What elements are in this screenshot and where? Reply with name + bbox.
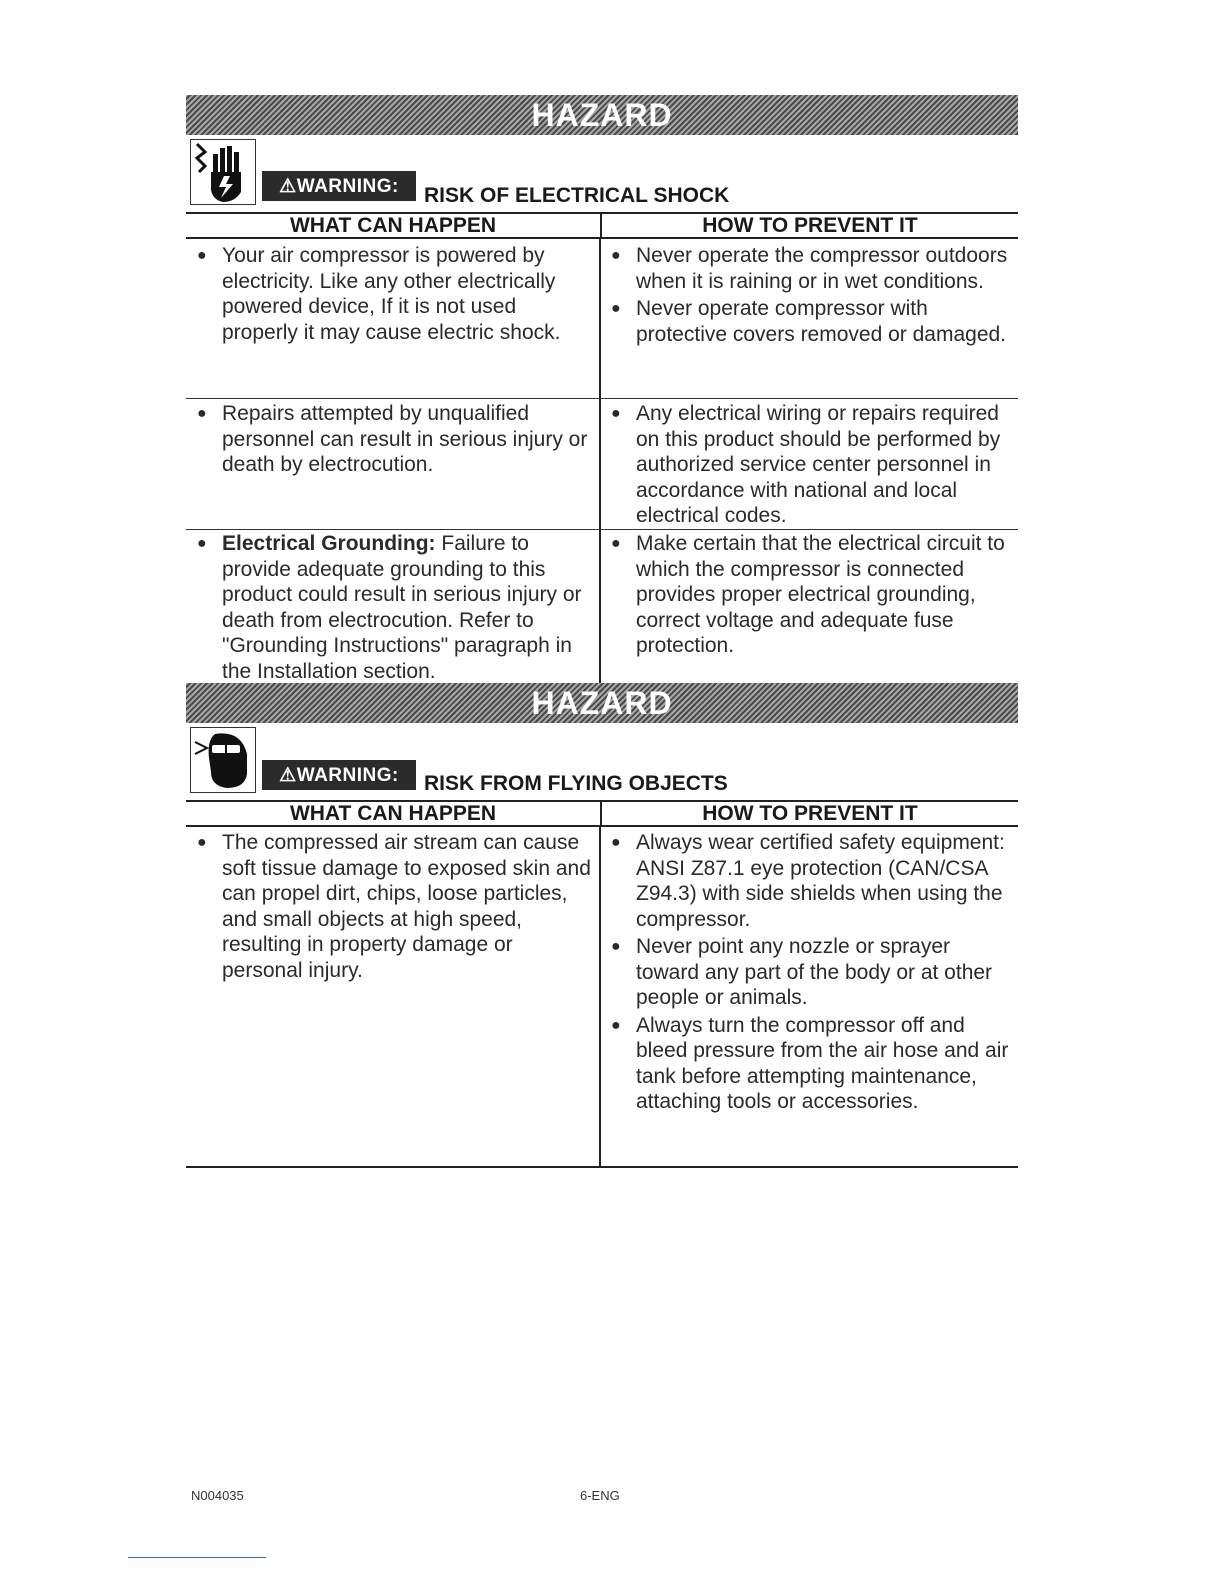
happen-text: Failure to provide adequate grounding to this product could result in serious injury or death from electrocution. Refer to "Grounding Instructions" paragraph in the Installation section. [222, 532, 582, 683]
list-item [186, 401, 594, 478]
footer-rule [128, 1557, 266, 1558]
happen-cell [186, 401, 594, 478]
happen-text: The compressed air stream can cause soft tissue damage to exposed skin and can propel dirt, chips, loose particles, and small objects at high speed, resulting in property damage or personal injury. [222, 831, 591, 982]
row-divider [186, 529, 1018, 530]
bullet-icon: ● [611, 1016, 621, 1034]
bullet-icon: ● [197, 535, 207, 552]
bullet-icon: ● [197, 405, 207, 422]
what-can-happen-header: WHAT CAN HAPPEN [289, 214, 497, 237]
prevent-text: Any electrical wiring or repairs required on this product should be performed by authorized service center personnel in accordance with national and local electrical codes. [636, 402, 1001, 527]
warning-badge: ⚠WARNING: [262, 171, 416, 201]
risk-title: RISK OF ELECTRICAL SHOCK [424, 184, 730, 207]
row-divider [186, 398, 1018, 399]
happen-cell [186, 243, 594, 345]
prevent-cell [600, 830, 1016, 1115]
happen-text: Repairs attempted by unqualified personnel can result in serious injury or death by electrocution. [222, 402, 588, 476]
table-bottom-rule [186, 1166, 1018, 1168]
list-item [186, 830, 594, 983]
how-to-prevent-header: HOW TO PREVENT IT [600, 214, 1018, 237]
prevent-text: Never operate the compressor outdoors when it is raining or in wet conditions. [636, 244, 1008, 293]
list-item [600, 401, 1016, 529]
hazard-banner [186, 683, 1018, 723]
list-item [600, 830, 1016, 932]
list-item [186, 531, 594, 684]
bullet-icon: ● [611, 535, 621, 552]
bullet-icon: ● [611, 405, 621, 422]
prevent-text: Never operate compressor with protective covers removed or damaged. [636, 297, 1007, 346]
happen-bold-lead: Electrical Grounding: [222, 532, 436, 555]
electrical-shock-hand-icon [190, 139, 256, 205]
bullet-icon: ● [197, 834, 207, 851]
list-item [600, 531, 1020, 659]
how-to-prevent-header: HOW TO PREVENT IT [600, 802, 1018, 825]
bullet-icon: ● [611, 834, 621, 851]
bullet-icon: ● [197, 247, 207, 264]
list-item [600, 243, 1016, 294]
list-item [600, 296, 1016, 347]
page-number: 6-ENG [580, 1488, 620, 1503]
column-header-row [186, 212, 1018, 239]
document-code: N004035 [191, 1488, 244, 1503]
prevent-text: Make certain that the electrical circuit to which the compressor is connected provides proper electrical grounding, correct voltage and adequate fuse protection. [636, 532, 1005, 657]
column-header-row [186, 800, 1018, 827]
hazard-label: HAZARD [531, 96, 673, 133]
eye-protection-face-icon [190, 727, 256, 793]
list-item [600, 1013, 1016, 1115]
list-item [186, 243, 594, 345]
prevent-cell [600, 243, 1016, 347]
prevent-cell [600, 401, 1016, 529]
prevent-text: Never point any nozzle or sprayer toward any part of the body or at other people or animals. [636, 935, 993, 1009]
prevent-cell [600, 531, 1020, 659]
risk-title: RISK FROM FLYING OBJECTS [424, 772, 728, 795]
what-can-happen-header: WHAT CAN HAPPEN [289, 802, 497, 825]
prevent-text: Always turn the compressor off and bleed pressure from the air hose and air tank before attempting maintenance, attaching tools or accessories. [636, 1013, 1009, 1113]
happen-text: Your air compressor is powered by electricity. Like any other electrically powered device, If it is not used properly it may cause electric shock. [222, 244, 561, 344]
bullet-icon: ● [611, 938, 621, 955]
prevent-text: Always wear certified safety equipment: ANSI Z87.1 eye protection (CAN/CSA Z94.3) with side shields when using the compressor. [636, 831, 1005, 931]
bullet-icon: ● [611, 247, 621, 264]
list-item [600, 934, 1016, 1011]
bullet-icon: ● [611, 300, 621, 317]
hazard-label: HAZARD [531, 684, 673, 721]
hazard-banner [186, 95, 1018, 135]
happen-cell [186, 531, 594, 684]
happen-cell [186, 830, 594, 983]
warning-badge: ⚠WARNING: [262, 760, 416, 790]
